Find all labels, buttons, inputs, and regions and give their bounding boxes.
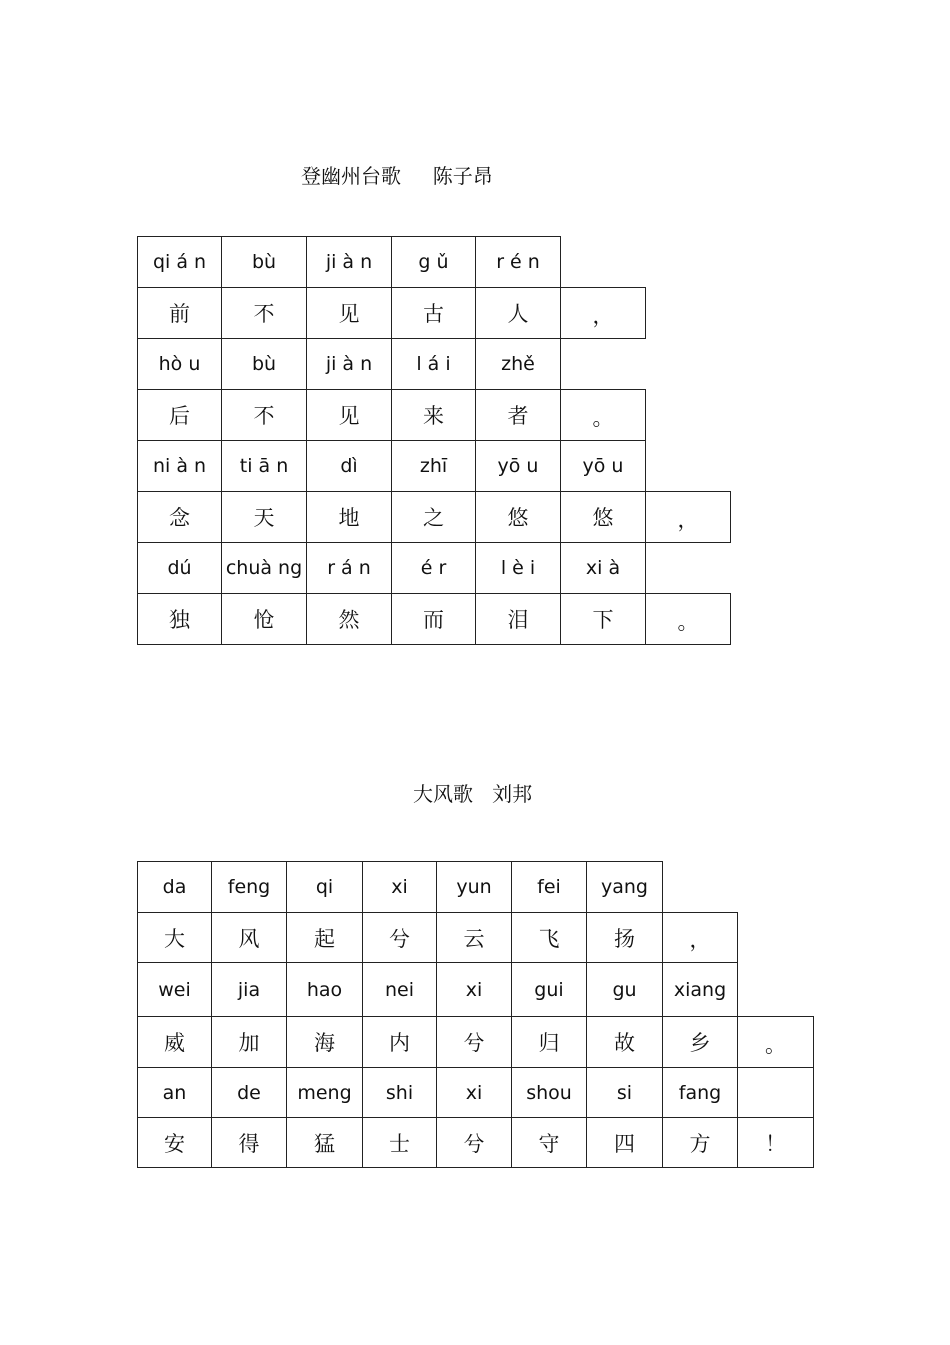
character-cell: 来 <box>391 389 476 441</box>
character-cell: 悠 <box>560 491 646 543</box>
pinyin-cell: l è i <box>475 542 561 594</box>
pinyin-cell: yō u <box>560 440 646 492</box>
character-cell: 安 <box>137 1117 212 1168</box>
pinyin-cell: fei <box>511 861 587 913</box>
pinyin-cell: hò u <box>137 338 222 390</box>
character-cell: 海 <box>286 1016 363 1068</box>
character-cell: 悠 <box>475 491 561 543</box>
poem-title: 大风歌 刘邦 <box>413 782 533 806</box>
punctuation-cell: ！ <box>737 1117 814 1168</box>
pinyin-cell: shou <box>511 1067 587 1118</box>
character-cell: 而 <box>391 593 476 645</box>
pinyin-cell: xi à <box>560 542 646 594</box>
character-cell: 内 <box>362 1016 437 1068</box>
pinyin-cell: qi <box>286 861 363 913</box>
character-cell: 故 <box>586 1016 663 1068</box>
pinyin-cell: g ǔ <box>391 236 476 288</box>
character-cell: 得 <box>211 1117 287 1168</box>
pinyin-cell: é r <box>391 542 476 594</box>
character-cell: 独 <box>137 593 222 645</box>
punctuation-cell: 。 <box>645 593 731 645</box>
punctuation-cell: ， <box>560 287 646 339</box>
character-cell: 方 <box>662 1117 738 1168</box>
character-cell: 之 <box>391 491 476 543</box>
character-cell: 兮 <box>436 1016 512 1068</box>
pinyin-cell: da <box>137 861 212 913</box>
pinyin-cell: wei <box>137 962 212 1017</box>
pinyin-cell: hao <box>286 962 363 1017</box>
character-cell: 守 <box>511 1117 587 1168</box>
character-cell: 前 <box>137 287 222 339</box>
pinyin-cell: xiang <box>662 962 738 1017</box>
character-cell: 飞 <box>511 912 587 963</box>
pinyin-cell: ti ā n <box>221 440 307 492</box>
character-cell: 归 <box>511 1016 587 1068</box>
character-cell: 怆 <box>221 593 307 645</box>
pinyin-cell: ji à n <box>306 338 392 390</box>
character-cell: 后 <box>137 389 222 441</box>
pinyin-cell: ji à n <box>306 236 392 288</box>
pinyin-cell: r é n <box>475 236 561 288</box>
character-cell: 泪 <box>475 593 561 645</box>
pinyin-cell: l á i <box>391 338 476 390</box>
character-cell: 见 <box>306 389 392 441</box>
pinyin-cell: qi á n <box>137 236 222 288</box>
pinyin-cell: gui <box>511 962 587 1017</box>
pinyin-cell: ni à n <box>137 440 222 492</box>
character-cell: 见 <box>306 287 392 339</box>
pinyin-cell: r á n <box>306 542 392 594</box>
character-cell: 人 <box>475 287 561 339</box>
pinyin-cell: si <box>586 1067 663 1118</box>
pinyin-cell: zhī <box>391 440 476 492</box>
character-cell: 云 <box>436 912 512 963</box>
pinyin-cell: yun <box>436 861 512 913</box>
poem-title: 登幽州台歌 陈子昂 <box>301 164 493 188</box>
pinyin-cell: an <box>137 1067 212 1118</box>
character-cell: 者 <box>475 389 561 441</box>
pinyin-cell: gu <box>586 962 663 1017</box>
pinyin-cell: zhě <box>475 338 561 390</box>
character-cell: 威 <box>137 1016 212 1068</box>
character-cell: 猛 <box>286 1117 363 1168</box>
pinyin-cell: fang <box>662 1067 738 1118</box>
character-cell: 加 <box>211 1016 287 1068</box>
character-cell: 扬 <box>586 912 663 963</box>
character-cell: 大 <box>137 912 212 963</box>
pinyin-cell: yang <box>586 861 663 913</box>
character-cell: 地 <box>306 491 392 543</box>
pinyin-cell: dú <box>137 542 222 594</box>
character-cell: 起 <box>286 912 363 963</box>
pinyin-cell: bù <box>221 338 307 390</box>
pinyin-cell: shi <box>362 1067 437 1118</box>
character-cell: 然 <box>306 593 392 645</box>
character-cell: 兮 <box>436 1117 512 1168</box>
character-cell: 古 <box>391 287 476 339</box>
character-cell: 风 <box>211 912 287 963</box>
pinyin-cell: bù <box>221 236 307 288</box>
pinyin-cell: meng <box>286 1067 363 1118</box>
character-cell: 天 <box>221 491 307 543</box>
character-cell: 士 <box>362 1117 437 1168</box>
pinyin-cell: nei <box>362 962 437 1017</box>
character-cell: 四 <box>586 1117 663 1168</box>
pinyin-cell: xi <box>436 962 512 1017</box>
character-cell: 下 <box>560 593 646 645</box>
pinyin-cell: jia <box>211 962 287 1017</box>
pinyin-cell: feng <box>211 861 287 913</box>
pinyin-cell: xi <box>362 861 437 913</box>
pinyin-cell: chuà ng <box>221 542 307 594</box>
punctuation-cell: ， <box>662 912 738 963</box>
pinyin-cell: xi <box>436 1067 512 1118</box>
punctuation-cell: 。 <box>737 1016 814 1068</box>
character-cell: 乡 <box>662 1016 738 1068</box>
punctuation-cell: ， <box>645 491 731 543</box>
pinyin-cell: dì <box>306 440 392 492</box>
punctuation-cell: 。 <box>560 389 646 441</box>
character-cell: 不 <box>221 389 307 441</box>
pinyin-cell: de <box>211 1067 287 1118</box>
pinyin-cell: yō u <box>475 440 561 492</box>
character-cell: 念 <box>137 491 222 543</box>
pinyin-cell <box>737 1067 814 1118</box>
character-cell: 兮 <box>362 912 437 963</box>
character-cell: 不 <box>221 287 307 339</box>
